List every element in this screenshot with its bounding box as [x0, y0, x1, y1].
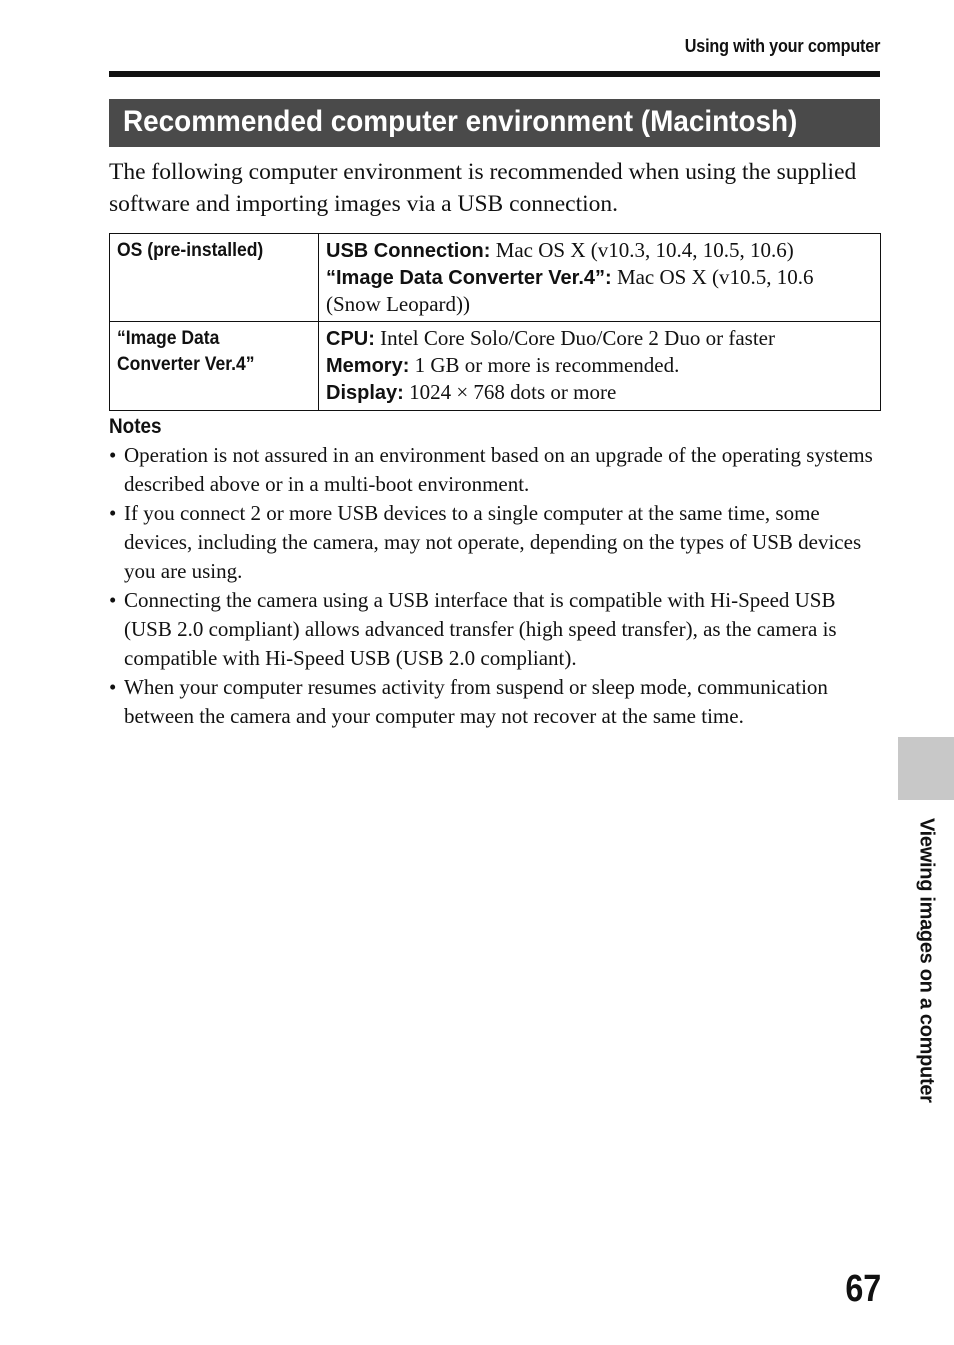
row-label — [110, 322, 319, 411]
list-item — [109, 499, 881, 586]
table-row — [110, 322, 881, 411]
list-item — [109, 673, 881, 731]
spec-value: Mac OS X (v10.3, 10.4, 10.5, 10.6) — [495, 238, 794, 262]
spec-value: Mac OS X (v10.5, 10.6 (Snow Leopard)) — [326, 265, 814, 316]
bullet: • — [109, 501, 117, 525]
chapter-label: Viewing images on a computer — [915, 818, 938, 1103]
note-text: If you connect 2 or more USB devices to a single computer at the same time, some devices, including the camera, may not operate, depending on the types of USB devices you are using. — [124, 501, 862, 583]
bullet: • — [109, 443, 117, 467]
section-title: Recommended computer environment (Macintosh) — [123, 105, 798, 138]
spec-table — [109, 233, 881, 411]
spec-value: 1024 × 768 dots or more — [409, 380, 617, 404]
running-head: Using with your computer — [684, 36, 880, 56]
row-label-text: “Image Data — [117, 327, 220, 349]
spec-key: Memory: — [326, 355, 410, 377]
row-values — [319, 234, 881, 322]
table-row — [110, 234, 881, 322]
intro-paragraph: The following computer environment is recommended when using the supplied software and importing images via a USB connection. — [109, 159, 857, 217]
row-label — [110, 234, 319, 322]
list-item — [109, 441, 881, 499]
spec-key: “Image Data Converter Ver.4”: — [326, 267, 612, 289]
row-label-text: Converter Ver.4” — [117, 353, 255, 375]
top-rule — [109, 71, 880, 77]
spec-key: USB Connection: — [326, 240, 491, 262]
row-values — [319, 322, 881, 411]
bullet: • — [109, 675, 117, 699]
chapter-tab — [898, 737, 954, 800]
notes-heading: Notes — [109, 415, 162, 438]
notes-list — [109, 441, 881, 731]
bullet: • — [109, 588, 117, 612]
note-text: Operation is not assured in an environment based on an upgrade of the operating systems described above or in a multi-boot environment. — [124, 443, 873, 496]
page-number: 67 — [845, 1268, 881, 1310]
row-label-text: OS (pre-installed) — [117, 239, 264, 261]
note-text: When your computer resumes activity from suspend or sleep mode, communication between the camera and your computer may not recover at the same time. — [124, 675, 828, 728]
list-item — [109, 586, 881, 673]
spec-value: 1 GB or more is recommended. — [414, 353, 680, 377]
spec-key: CPU: — [326, 328, 375, 350]
spec-value: Intel Core Solo/Core Duo/Core 2 Duo or faster — [380, 326, 775, 350]
note-text: Connecting the camera using a USB interface that is compatible with Hi-Speed USB (USB 2.0 compliant) allows advanced transfer (high speed transfer), as the camera is compatible with Hi-Speed USB (USB 2.0 compliant). — [124, 588, 837, 670]
spec-key: Display: — [326, 382, 404, 404]
